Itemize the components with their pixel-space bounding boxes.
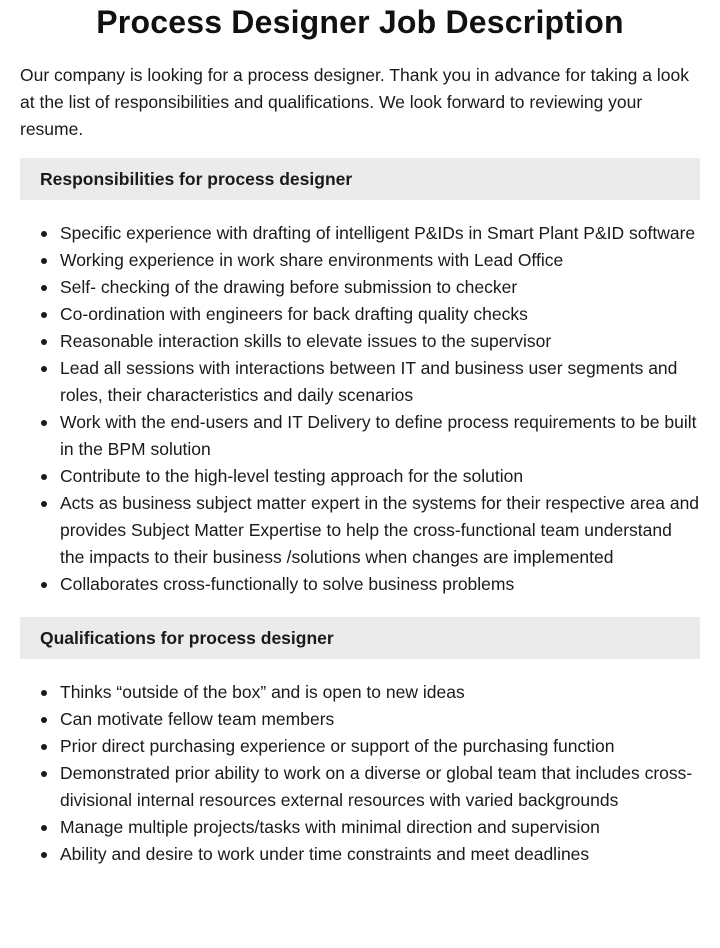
list-item <box>20 814 700 841</box>
list-item <box>20 274 700 301</box>
bullet-icon <box>41 474 47 480</box>
list-item <box>20 490 700 571</box>
bullet-icon <box>41 852 47 858</box>
list-item-text: Reasonable interaction skills to elevate issues to the supervisor <box>60 331 552 351</box>
list-item <box>20 463 700 490</box>
list-item <box>20 841 700 868</box>
qualifications-heading: Qualifications for process designer <box>20 617 700 659</box>
bullet-icon <box>41 366 47 372</box>
bullet-icon <box>41 582 47 588</box>
list-item <box>20 760 700 814</box>
intro-paragraph: Our company is looking for a process designer. Thank you in advance for taking a look at the list of responsibilities and qualifications. We look forward to reviewing your resume. <box>20 65 689 139</box>
list-item-text: Acts as business subject matter expert in the systems for their respective area and provides Subject Matter Expertise to help the cross-functional team understand the impacts to their business /solutions when changes are implemented <box>60 493 700 567</box>
bullet-icon <box>41 501 47 507</box>
bullet-icon <box>41 771 47 777</box>
list-item-text: Co-ordination with engineers for back drafting quality checks <box>60 304 528 324</box>
list-item <box>20 247 700 274</box>
list-item-text: Can motivate fellow team members <box>60 709 335 729</box>
list-item-text: Specific experience with drafting of intelligent P&IDs in Smart Plant P&ID software <box>60 223 696 243</box>
list-item <box>20 220 700 247</box>
responsibilities-heading: Responsibilities for process designer <box>20 158 700 200</box>
list-item-text: Self- checking of the drawing before submission to checker <box>60 277 518 297</box>
list-item <box>20 355 700 409</box>
list-item <box>20 706 700 733</box>
bullet-icon <box>41 231 47 237</box>
bullet-icon <box>41 744 47 750</box>
list-item-text: Demonstrated prior ability to work on a diverse or global team that includes cross-divisional internal resources external resources with varied backgrounds <box>60 763 693 810</box>
bullet-icon <box>41 339 47 345</box>
bullet-icon <box>41 825 47 831</box>
list-item-text: Lead all sessions with interactions between IT and business user segments and roles, their characteristics and daily scenarios <box>60 358 678 405</box>
list-item <box>20 733 700 760</box>
responsibilities-list <box>20 220 700 598</box>
bullet-icon <box>41 420 47 426</box>
page-title: Process Designer Job Description <box>96 4 624 40</box>
list-item <box>20 301 700 328</box>
list-item-text: Manage multiple projects/tasks with minimal direction and supervision <box>60 817 600 837</box>
bullet-icon <box>41 285 47 291</box>
list-item <box>20 409 700 463</box>
list-item <box>20 571 700 598</box>
list-item-text: Contribute to the high-level testing approach for the solution <box>60 466 524 486</box>
qualifications-list <box>20 679 700 868</box>
list-item <box>20 328 700 355</box>
list-item-text: Collaborates cross-functionally to solve business problems <box>60 574 515 594</box>
list-item-text: Ability and desire to work under time constraints and meet deadlines <box>60 844 590 864</box>
list-item-text: Prior direct purchasing experience or support of the purchasing function <box>60 736 615 756</box>
list-item-text: Thinks “outside of the box” and is open to new ideas <box>60 682 465 702</box>
list-item-text: Work with the end-users and IT Delivery to define process requirements to be built in the BPM solution <box>60 412 697 459</box>
bullet-icon <box>41 258 47 264</box>
bullet-icon <box>41 312 47 318</box>
bullet-icon <box>41 717 47 723</box>
list-item <box>20 679 700 706</box>
bullet-icon <box>41 690 47 696</box>
list-item-text: Working experience in work share environments with Lead Office <box>60 250 564 270</box>
